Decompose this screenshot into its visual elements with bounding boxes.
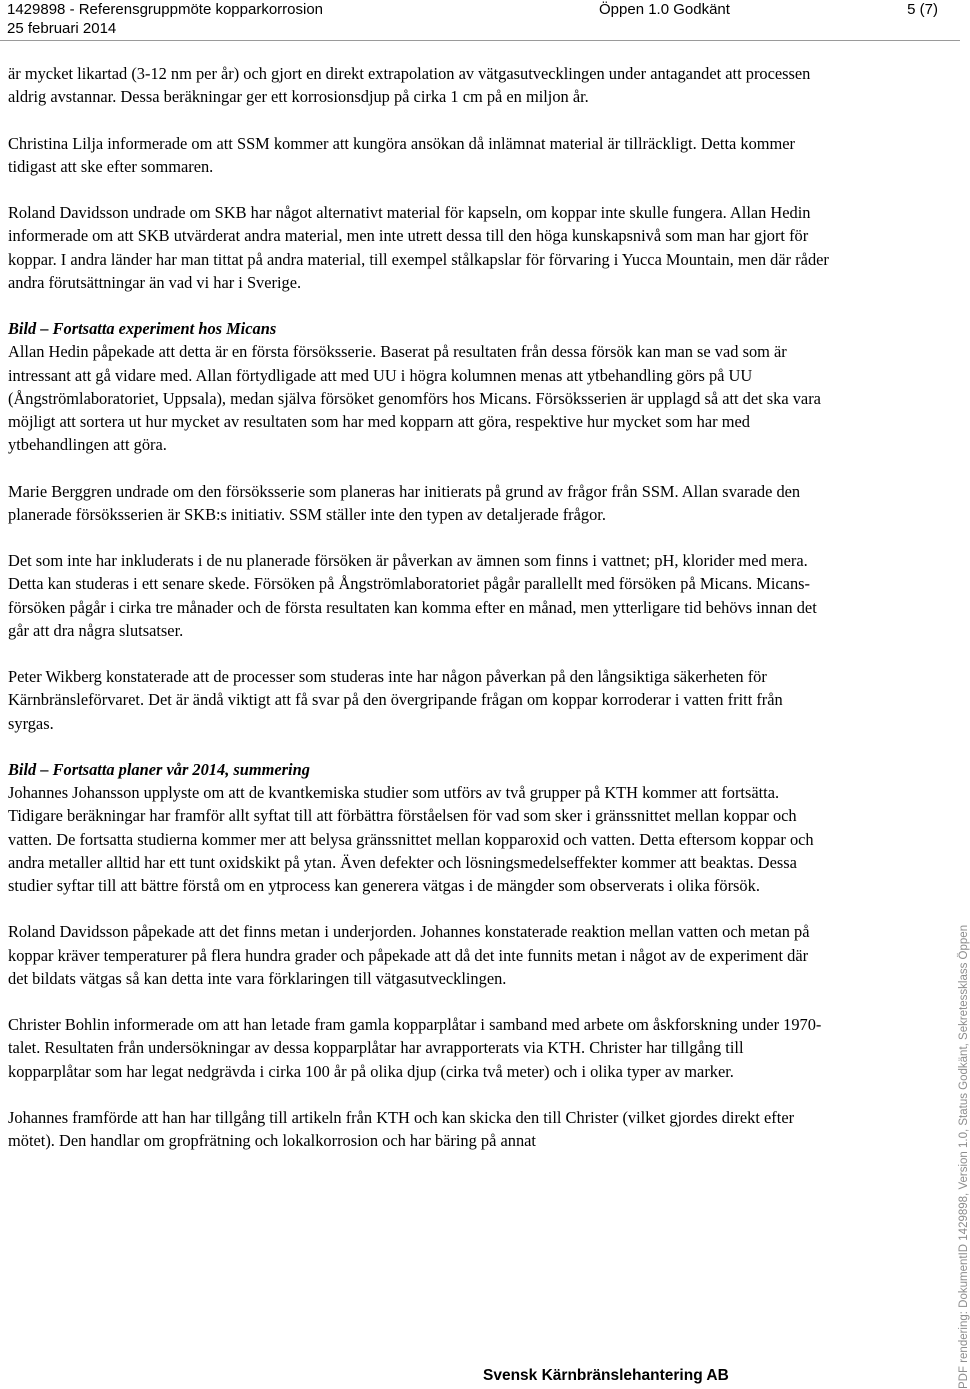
paragraph-7: Peter Wikberg konstaterade att de processer som studeras inte har någon påverkan på den långsiktiga säkerheten för Kärnbränsleförvaret. Det är ändå viktigt att få svar på den övergripande frågan om koppar korroderar i vatten fritt från syrgas. xyxy=(8,667,783,733)
document-status: Öppen 1.0 Godkänt xyxy=(599,1,730,18)
footer-company: Svensk Kärnbränslehantering AB xyxy=(483,1367,729,1384)
paragraph-11: Johannes framförde att han har tillgång till artikeln från KTH och kan skicka den till Christer (vilket gjordes direkt efter mötet). Den handlar om gropfrätning och lokalkorrosion och har bäring på annat xyxy=(8,1107,795,1151)
document-body xyxy=(8,62,830,1176)
section-heading-micans: Bild – Fortsatta experiment hos Micans xyxy=(8,319,277,339)
paragraph-5: Marie Berggren undrade om den försöksserie som planeras har initierats på grund av frågor från SSM. Allan svarade den planerade försöksserien är SKB:s initiativ. SSM ställer inte den typen av detaljerade frågor. xyxy=(8,481,801,524)
section-heading-plans: Bild – Fortsatta planer vår 2014, summering xyxy=(8,759,310,779)
side-rendering-note: PDF rendering: DokumentID 1429898, Version 1.0, Status Godkänt, Sekretessklass Öppen xyxy=(958,924,970,1389)
paragraph-10: Christer Bohlin informerade om att han letade fram gamla kopparplåtar i samband med arbete om åskforskning under 1970-talet. Resultaten från undersökningar av dessa kopparplåtar har avrapporterats via KTH. Christer har tillgång till kopparplåtar som har legat nedgrävda i cirka 100 år på olika djup (cirka två meter) och i olika typer av marker. xyxy=(8,1015,822,1081)
paragraph-6: Det som inte har inkluderats i de nu planerade försöken är påverkan av ämnen som finns i vattnet; pH, klorider med mera. Detta kan studeras i ett senare skede. Försöken på Ångströmlaboratoriet pågår parallellt med försöken på Micans. Micans-försöken pågår i cirka tre månader och de första resultaten kan komma efter en månad, men ytterligare tid behövs innan det går att dra några slutsatser. xyxy=(8,551,817,640)
paragraph-2: Christina Lilja informerade om att SSM kommer att kungöra ansökan då inlämnat material är tillräckligt. Detta kommer tidigast att ske efter sommaren. xyxy=(8,133,795,176)
paragraph-8: Johannes Johansson upplyste om att de kvantkemiska studier som utförs av två grupper på KTH kommer att fortsätta. Tidigare beräkningar har framför allt syftat till att förbättra förståelsen för vad som sker i gränssnittet mellan koppar och vatten. De fortsatta studierna kommer mer att belysa gränssnittet mellan kopparoxid och vatten. Detta eftersom koppar och andra metaller alltid har ett tunt oxidskikt på ytan. Även defekter och lösningsmedelseffekter kommer att beaktas. Dessa studier syftar till att bättre förstå om en ytprocess kan generera vätgas i de mängder som observerats i olika försök. xyxy=(8,783,814,895)
page-number: 5 (7) xyxy=(907,1,938,18)
paragraph-1: är mycket likartad (3-12 nm per år) och gjort en direkt extrapolation av vätgasutvecklingen under antagandet att processen aldrig avstannar. Dessa beräkningar ger ett korrosionsdjup på cirka 1 cm på en miljon år. xyxy=(8,64,811,107)
paragraph-4: Allan Hedin påpekade att detta är en första försöksserie. Baserat på resultaten från dessa försök kan man se vad som är intressant att gå vidare med. Allan förtydligade att med UU i högra kolumnen menas att ytbehandling görs på UU (Ångströmlaboratoriet, Uppsala), medan själva försöket genomförs hos Micans. Försöksserien är upplagd så att det ska vara möjligt att sortera ut hur mycket av resultaten som har med kopparn att göra, respektive hur mycket som har med ytbehandlingen att göra. xyxy=(8,342,821,455)
document-date: 25 februari 2014 xyxy=(7,20,117,37)
paragraph-3: Roland Davidsson undrade om SKB har något alternativt material för kapseln, om koppar inte skulle fungera. Allan Hedin informerade om att SKB utvärderat andra material, men inte utrett dessa till den höga kunskapsnivå som man har gjort för koppar. I andra länder har man tittat på andra material, till exempel stålkapslar för förvaring i Yucca Mountain, men där råder andra förutsättningar än vad vi har i Sverige. xyxy=(8,203,829,292)
document-title: 1429898 - Referensgruppmöte kopparkorrosion xyxy=(7,1,324,18)
header-divider xyxy=(0,40,960,41)
paragraph-9: Roland Davidsson påpekade att det finns metan i underjorden. Johannes konstaterade reaktion mellan vatten och metan på koppar kräver temperaturer på flera hundra grader och påpekade att då det inte funnits metan i något av de experiment där det bildats vätgas så kan detta inte vara förklaringen till vätgasutvecklingen. xyxy=(8,922,810,988)
